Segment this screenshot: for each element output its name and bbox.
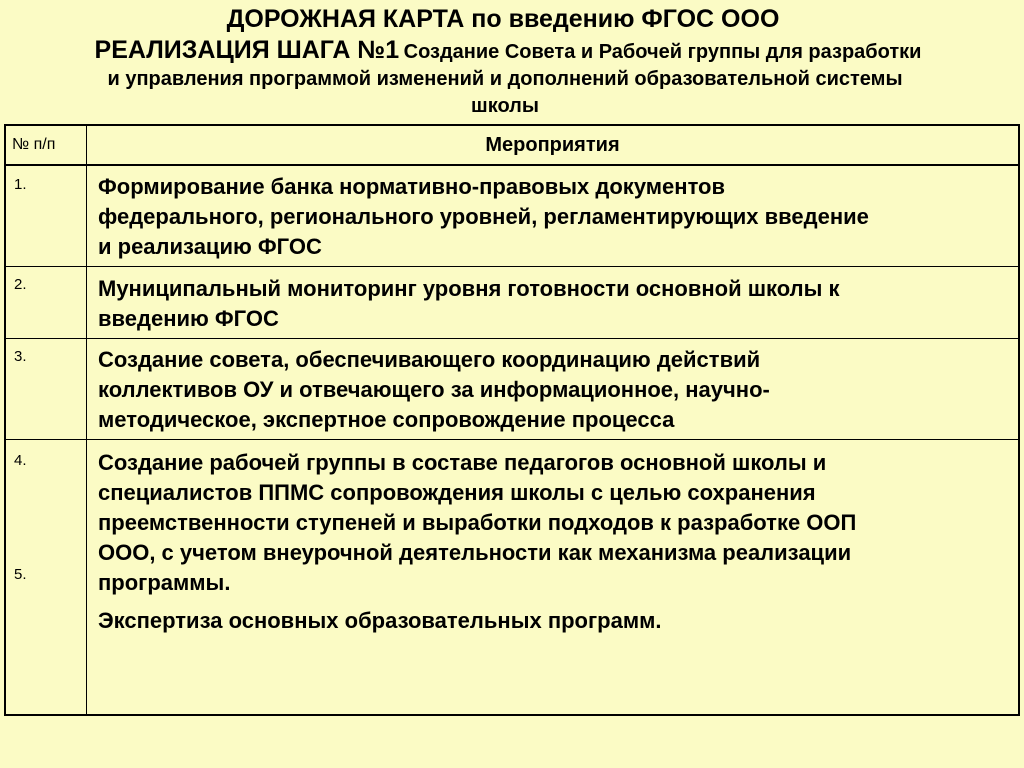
row-4-line: программы.: [98, 570, 231, 595]
row-3-text: [98, 345, 998, 435]
row-2-text: [98, 274, 998, 334]
row-3-line: методическое, экспертное сопровождение процесса: [98, 407, 675, 432]
step-description: Создание Совета и Рабочей группы для разработки: [403, 41, 922, 63]
row-2-line: Муниципальный мониторинг уровня готовности основной школы к: [98, 276, 840, 301]
row-5-number: 5.: [14, 566, 27, 583]
row-3-line: Создание совета, обеспечивающего координацию действий: [98, 347, 761, 372]
column-divider: [86, 126, 87, 714]
row-4-line: ООО, с учетом внеурочной деятельности как механизма реализации: [98, 540, 852, 565]
row-4-line: преемственности ступеней и выработки подходов к разработке ООП: [98, 510, 857, 535]
row-3-number: 3.: [14, 348, 27, 365]
header-number: № п/п: [12, 136, 56, 153]
header-separator: [6, 164, 1018, 166]
row-1-line: федерального, регионального уровней, регламентирующих введение: [98, 204, 869, 229]
header-activities: Мероприятия: [485, 134, 620, 156]
row-5-line: Экспертиза основных образовательных программ.: [98, 608, 662, 633]
row-4-line: Создание рабочей группы в составе педагогов основной школы и: [98, 450, 827, 475]
row-separator: [6, 439, 1018, 440]
row-3-line: коллективов ОУ и отвечающего за информационное, научно-: [98, 377, 770, 402]
row-4-number: 4.: [14, 452, 27, 469]
title-line-1: ДОРОЖНАЯ КАРТА по введению ФГОС ООО: [226, 5, 780, 33]
row-1-number: 1.: [14, 176, 27, 193]
step-label: РЕАЛИЗАЦИЯ ШАГА №1: [94, 36, 400, 64]
title-line-4: школы: [471, 95, 539, 117]
row-5-text: [98, 606, 998, 636]
row-1-line: Формирование банка нормативно-правовых документов: [98, 174, 726, 199]
row-separator: [6, 338, 1018, 339]
row-4-text: [98, 448, 998, 598]
row-1-text: [98, 172, 998, 262]
title-line-2: [0, 35, 1016, 69]
title-line-3: и управления программой изменений и дополнений образовательной системы: [107, 68, 903, 90]
row-4-line: специалистов ППМС сопровождения школы с целью сохранения: [98, 480, 816, 505]
row-separator: [6, 266, 1018, 267]
row-2-line: введению ФГОС: [98, 306, 279, 331]
activities-table: [4, 124, 1020, 716]
row-2-number: 2.: [14, 276, 27, 293]
row-1-line: и реализацию ФГОС: [98, 234, 322, 259]
